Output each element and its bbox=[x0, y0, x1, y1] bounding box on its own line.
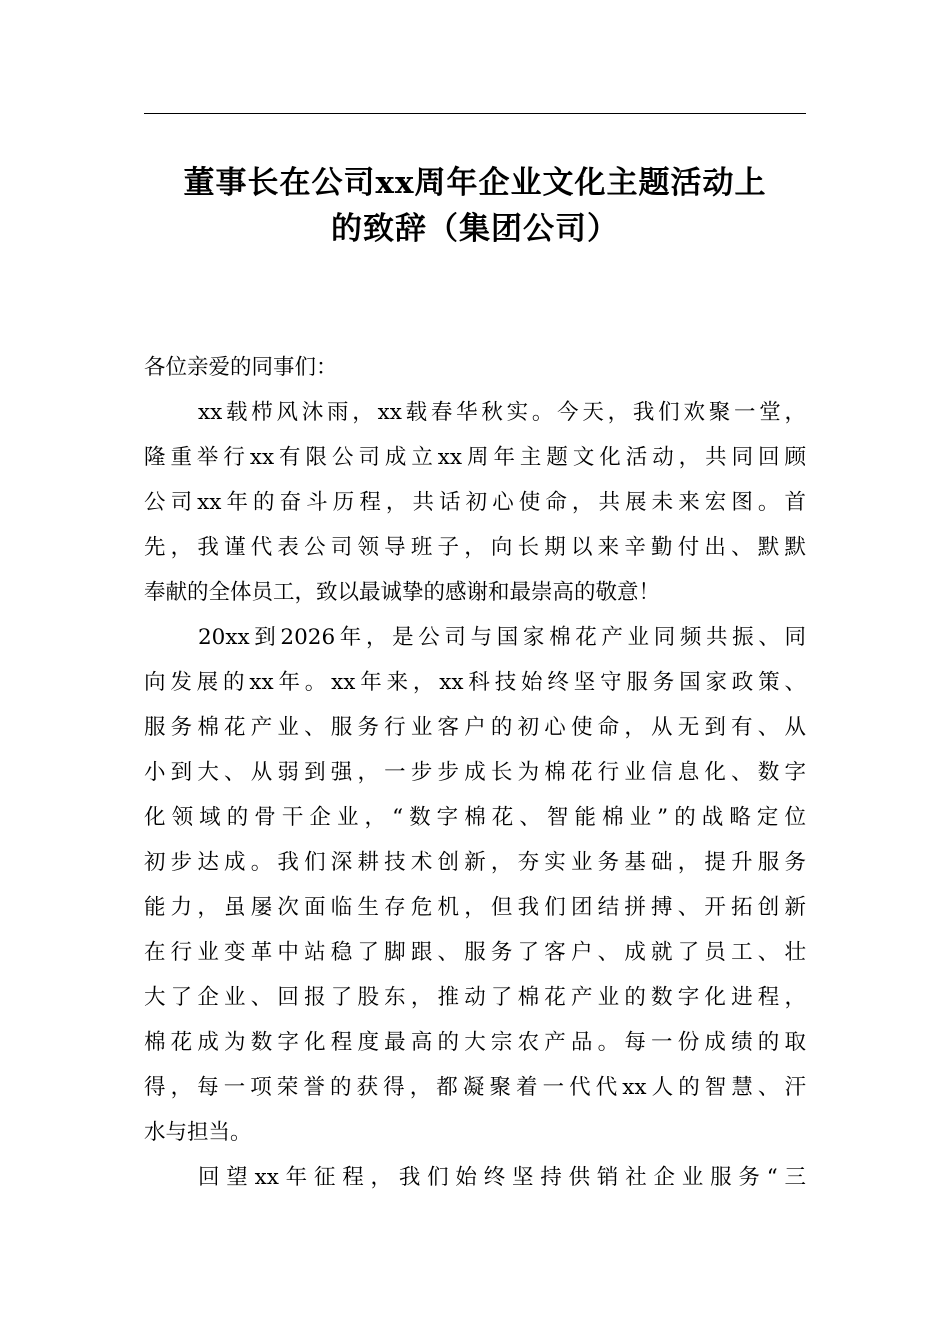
paragraph-1 bbox=[144, 390, 806, 615]
salutation: 各位亲爱的同事们： bbox=[144, 355, 338, 380]
text-line: 大了企业、回报了股东，推动了棉花产业的数字化进程， bbox=[144, 985, 806, 1010]
text-line: 能力，虽屡次面临生存危机，但我们团结拼搏、开拓创新 bbox=[144, 895, 806, 920]
text-line: 先，我谨代表公司领导班子，向长期以来辛勤付出、默默 bbox=[144, 535, 806, 560]
text-line: 初步达成。我们深耕技术创新，夯实业务基础，提升服务 bbox=[144, 850, 806, 875]
text-line: 小到大、从弱到强，一步步成长为棉花行业信息化、数字 bbox=[144, 760, 806, 785]
paragraph-3 bbox=[144, 1155, 806, 1200]
text-line: 棉花成为数字化程度最高的大宗农产品。每一份成绩的取 bbox=[144, 1030, 806, 1055]
title-line-1: 董事长在公司xx周年企业文化主题活动上 bbox=[183, 165, 767, 201]
document-body bbox=[144, 345, 806, 1200]
text-line: 水与担当。 bbox=[144, 1120, 252, 1145]
text-line: 奉献的全体员工，致以最诚挚的感谢和最崇高的敬意！ bbox=[144, 580, 661, 605]
text-line: 公司xx年的奋斗历程，共话初心使命，共展未来宏图。首 bbox=[144, 490, 806, 515]
header-rule bbox=[144, 113, 806, 114]
text-line: xx载栉风沐雨，xx载春华秋实。今天，我们欢聚一堂， bbox=[198, 400, 806, 425]
text-line: 向发展的xx年。xx年来，xx科技始终坚守服务国家政策、 bbox=[144, 670, 806, 695]
text-line: 服务棉花产业、服务行业客户的初心使命，从无到有、从 bbox=[144, 715, 806, 740]
text-line: 隆重举行xx有限公司成立xx周年主题文化活动，共同回顾 bbox=[144, 445, 806, 470]
text-line: 20xx到2026年，是公司与国家棉花产业同频共振、同 bbox=[198, 625, 806, 650]
document-title bbox=[144, 160, 806, 252]
text-line: 在行业变革中站稳了脚跟、服务了客户、成就了员工、壮 bbox=[144, 940, 806, 965]
paragraph-2 bbox=[144, 615, 806, 1155]
title-line-2: 的致辞（集团公司） bbox=[331, 211, 619, 247]
text-line: 得，每一项荣誉的获得，都凝聚着一代代xx人的智慧、汗 bbox=[144, 1075, 806, 1100]
text-line: 化领域的骨干企业，“数字棉花、智能棉业”的战略定位 bbox=[144, 805, 806, 830]
text-line: 回望xx年征程，我们始终坚持供销社企业服务“三 bbox=[198, 1165, 806, 1190]
